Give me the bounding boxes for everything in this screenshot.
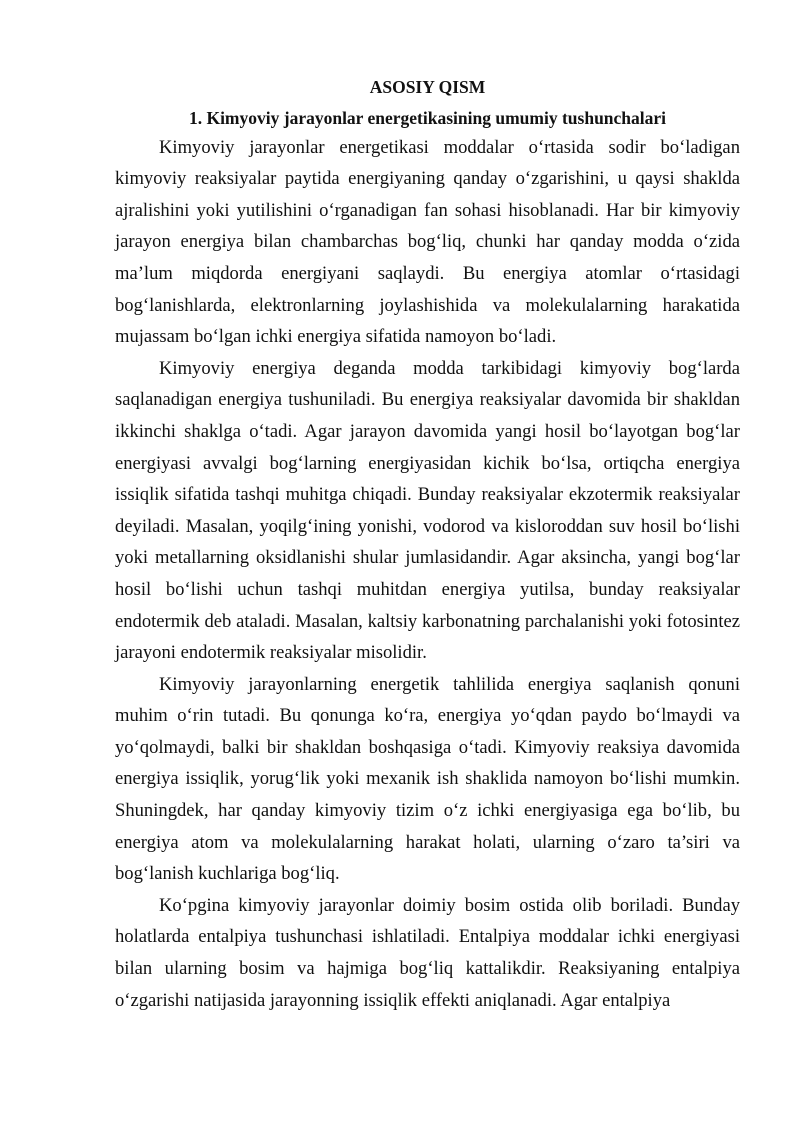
paragraph-1: Kimyoviy jarayonlar energetikasi moddalar o‘rtasida sodir bo‘ladigan kimyoviy reaksiyalar paytida energiyaning qanday o‘zgarishini, u qaysi shaklda ajralishini yoki yutilishini o‘rganadigan fan sohasi hisoblanadi. Har bir kimyoviy jarayon energiya bilan chambarchas bog‘liq, chunki har qanday modda o‘zida ma’lum miqdorda energiyani saqlaydi. Bu energiya atomlar o‘rtasidagi bog‘lanishlarda, elektronlarning joylashishida va molekulalarning harakatida mujassam bo‘lgan ichki energiya sifatida namoyon bo‘ladi.: [115, 136, 740, 348]
page-title: ASOSIY QISM: [369, 77, 486, 97]
paragraph-3: Kimyoviy jarayonlarning energetik tahlilida energiya saqlanish qonuni muhim o‘rin tutadi. Bu qonunga ko‘ra, energiya yo‘qdan paydo bo‘lmaydi va yo‘qolmaydi, balki bir shakldan boshqasiga o‘tadi. Kimyoviy reaksiya davomida energiya issiqlik, yorug‘lik yoki mexanik ish shaklida namoyon bo‘lishi mumkin. Shuningdek, har qanday kimyoviy tizim o‘z ichki energiyasiga ega bo‘lib, bu energiya atom va molekulalarning harakat holati, ularning o‘zaro ta’siri va bog‘lanish kuchlariga bog‘liq.: [115, 673, 740, 885]
document-page: [115, 72, 740, 1016]
paragraph-4: Ko‘pgina kimyoviy jarayonlar doimiy bosim ostida olib boriladi. Bunday holatlarda entalpiya tushunchasi ishlatiladi. Entalpiya moddalar ichki energiyasi bilan ularning bosim va hajmiga bog‘liq kattalikdir. Reaksiyaning entalpiya o‘zgarishi natijasida jarayonning issiqlik effekti aniqlanadi. Agar entalpiya: [115, 894, 740, 1011]
section-heading: 1. Kimyoviy jarayonlar energetikasining umumiy tushunchalari: [188, 107, 667, 128]
paragraph-2: Kimyoviy energiya deganda modda tarkibidagi kimyoviy bog‘larda saqlanadigan energiya tushuniladi. Bu energiya reaksiyalar davomida bir shakldan ikkinchi shaklga o‘tadi. Agar jarayon davomida yangi hosil bo‘layotgan bog‘lar energiyasi avvalgi bog‘larning energiyasidan kichik bo‘lsa, ortiqcha energiya issiqlik sifatida tashqi muhitga chiqadi. Bunday reaksiyalar ekzotermik reaksiyalar deyiladi. Masalan, yoqilg‘ining yonishi, vodorod va kisloroddan suv hosil bo‘lishi yoki metallarning oksidlanishi shular jumlasidandir. Agar aksincha, yangi bog‘lar hosil bo‘lishi uchun tashqi muhitdan energiya yutilsa, bunday reaksiyalar endotermik deb ataladi. Masalan, kaltsiy karbonatning parchalanishi yoki fotosintez jarayoni endotermik reaksiyalar misolidir.: [115, 357, 740, 664]
